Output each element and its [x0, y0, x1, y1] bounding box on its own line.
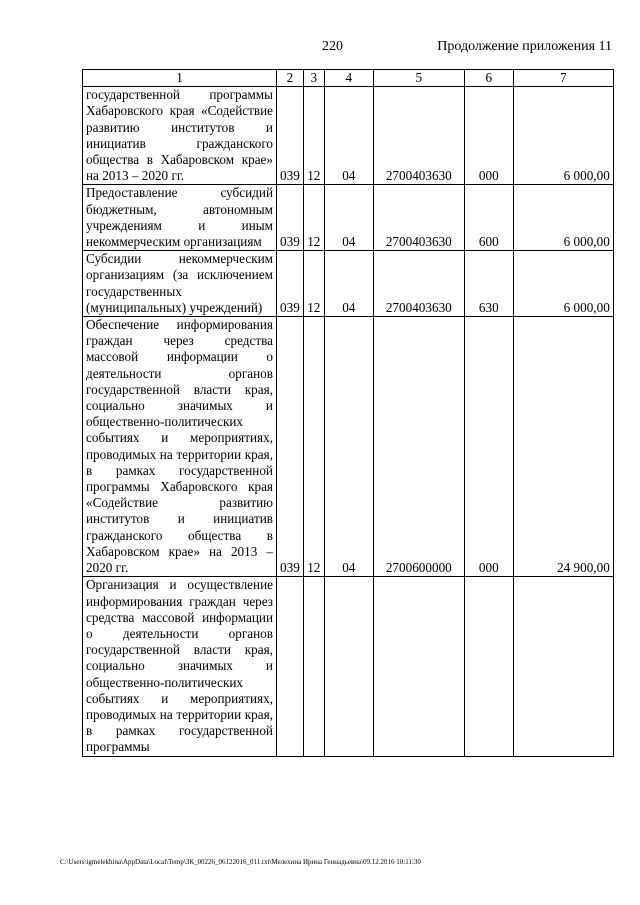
cell-ministry-code: [277, 577, 304, 756]
table-row: [83, 317, 614, 577]
row-name-cell: Организация и осуществление информирования граждан через средства массовой информации о деятельности органов государственной власти края, социально значимых и общественно-политических событиях и мероприятиях, проводимых на территории края, в рамках государственной программы: [83, 577, 277, 756]
cell-subsection: 04: [324, 87, 373, 185]
table-row: [83, 87, 614, 185]
table-row: [83, 185, 614, 251]
cell-target-article: 2700403630: [373, 87, 464, 185]
cell-section: 12: [303, 251, 324, 317]
cell-section: 12: [303, 317, 324, 577]
cell-subsection: 04: [324, 317, 373, 577]
cell-amount: 6 000,00: [513, 87, 613, 185]
cell-amount: 6 000,00: [513, 251, 613, 317]
row-name-cell: государственной программы Хабаровского края «Содействие развитию институтов и инициатив гражданского общества в Хабаровском крае» на 2013 – 2020 гг.: [83, 87, 277, 185]
cell-section: 12: [303, 185, 324, 251]
cell-expense-type: 630: [464, 251, 513, 317]
column-header: 1: [83, 70, 277, 87]
cell-section: [303, 577, 324, 756]
table-row: [83, 251, 614, 317]
table-header-row: [83, 70, 614, 87]
cell-amount: [513, 577, 613, 756]
cell-target-article: [373, 577, 464, 756]
column-header: 7: [513, 70, 613, 87]
cell-ministry-code: 039: [277, 251, 304, 317]
cell-ministry-code: 039: [277, 185, 304, 251]
cell-target-article: 2700403630: [373, 185, 464, 251]
cell-expense-type: 600: [464, 185, 513, 251]
cell-amount: 6 000,00: [513, 185, 613, 251]
row-name-cell: Предоставление субсидий бюджетным, автономным учреждениям и иным некоммерческим организациям: [83, 185, 277, 251]
cell-expense-type: 000: [464, 87, 513, 185]
page-number: 220: [322, 39, 343, 54]
column-header: 4: [324, 70, 373, 87]
column-header: 6: [464, 70, 513, 87]
cell-subsection: [324, 577, 373, 756]
cell-subsection: 04: [324, 185, 373, 251]
table-row: [83, 577, 614, 756]
column-header: 3: [303, 70, 324, 87]
cell-amount: 24 900,00: [513, 317, 613, 577]
cell-subsection: 04: [324, 251, 373, 317]
row-name-cell: Субсидии некоммерческим организациям (за исключением государственных (муниципальных) учреждений): [83, 251, 277, 317]
cell-ministry-code: 039: [277, 87, 304, 185]
column-header: 2: [277, 70, 304, 87]
appendix-continuation-title: Продолжение приложения 11: [437, 39, 612, 54]
column-header: 5: [373, 70, 464, 87]
cell-target-article: 2700403630: [373, 251, 464, 317]
cell-section: 12: [303, 87, 324, 185]
file-path-footer: C:\Users\igmelekhina\AppData\Local\Temp\ЗК_00226_06122016_011.txt\Мелехина Ирина Геннадьевна\09.12.2016 10:11:30: [60, 858, 421, 866]
row-name-cell: Обеспечение информирования граждан через средства массовой информации о деятельности органов государственной власти края, социально значимых и общественно-политических событиях и мероприятиях, проводимых на территории края, в рамках государственной программы Хабаровского края «Содействие развитию институтов и инициатив гражданского общества в Хабаровском крае» на 2013 – 2020 гг.: [83, 317, 277, 577]
budget-table: [82, 69, 614, 757]
cell-ministry-code: 039: [277, 317, 304, 577]
cell-expense-type: [464, 577, 513, 756]
cell-target-article: 2700600000: [373, 317, 464, 577]
cell-expense-type: 000: [464, 317, 513, 577]
